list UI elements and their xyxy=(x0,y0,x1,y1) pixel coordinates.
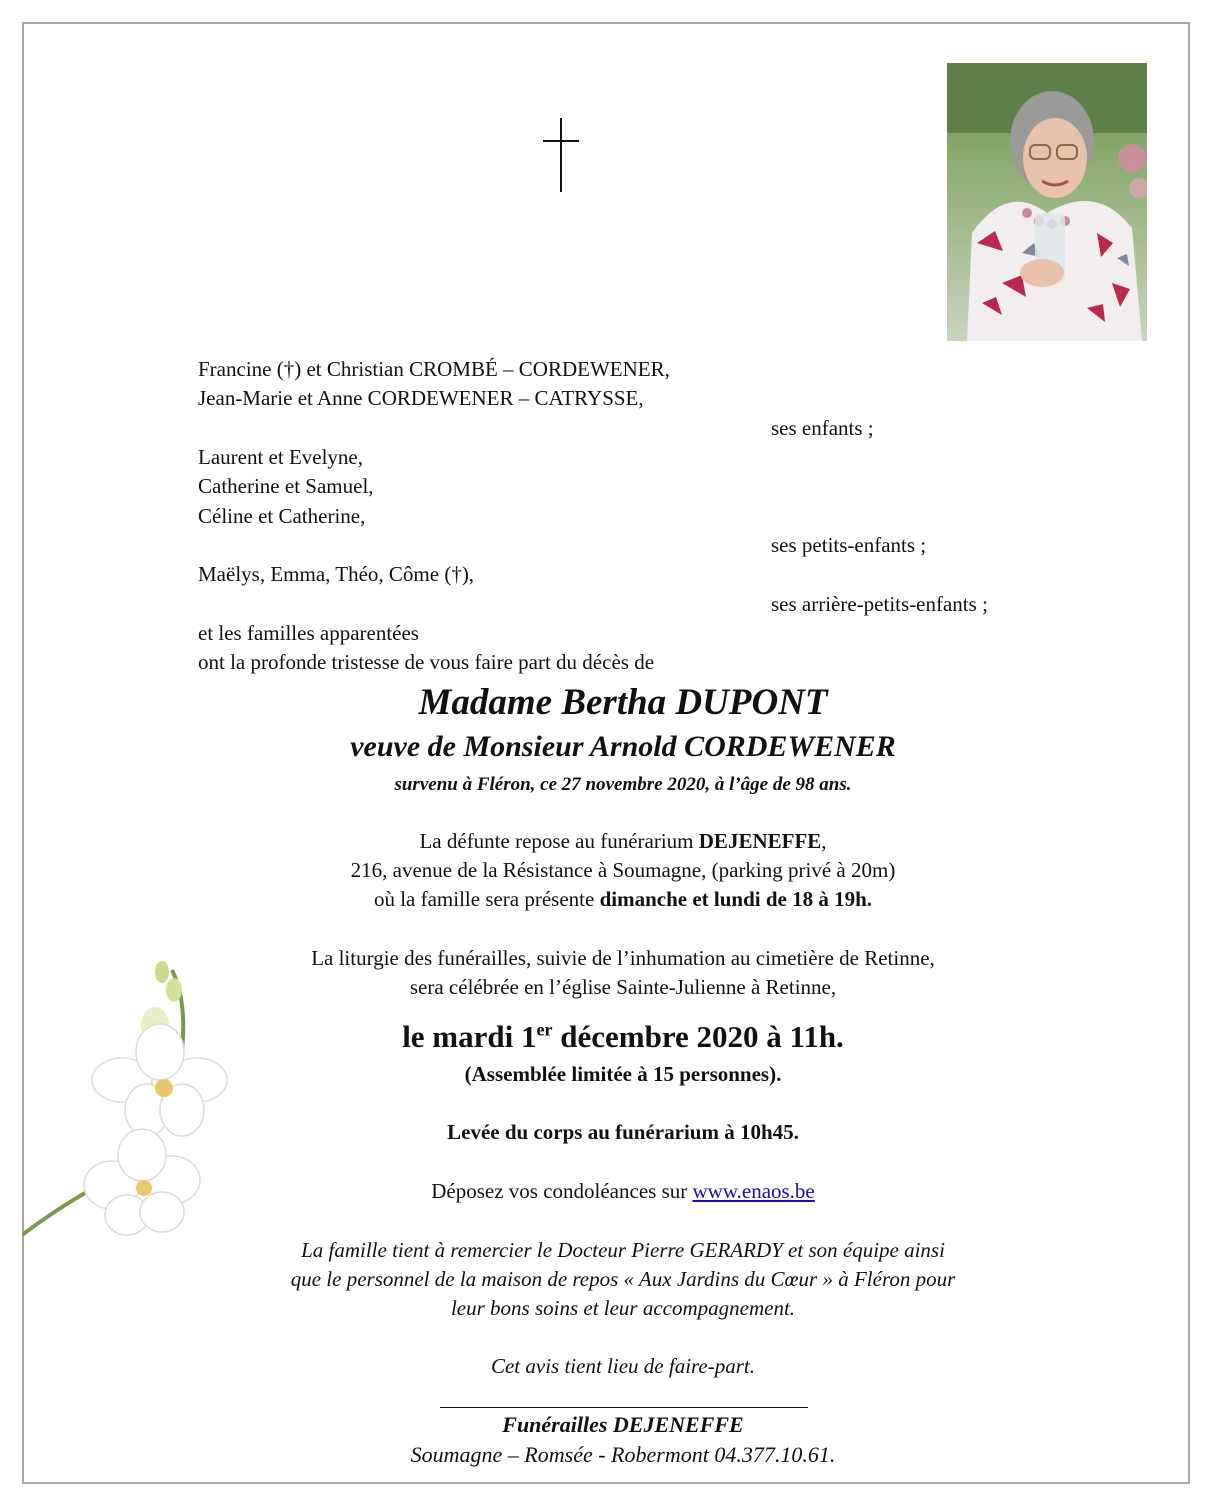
thanks-line-3: leur bons soins et leur accompagnement. xyxy=(450,1296,796,1320)
ceremony-line-2: sera célébrée en l’église Sainte-Julienne à Retinne, xyxy=(409,975,837,999)
children-line-1: Francine (†) et Christian CROMBÉ – CORDEWENER, xyxy=(198,357,670,381)
cross-icon xyxy=(543,118,579,192)
attendance-limit: (Assemblée limitée à 15 personnes). xyxy=(464,1062,782,1086)
ceremony-date: le mardi 1er décembre 2020 à 11h. xyxy=(402,1019,844,1054)
grandchildren-role: ses petits-enfants ; xyxy=(771,533,927,557)
grandchildren-line-2: Catherine et Samuel, xyxy=(198,474,374,498)
children-line-2: Jean-Marie et Anne CORDEWENER – CATRYSSE, xyxy=(198,386,644,410)
visitation-address: 216, avenue de la Résistance à Soumagne, (parking privé à 20m) xyxy=(350,858,896,882)
portrait-photo xyxy=(947,63,1147,341)
levee-du-corps: Levée du corps au funérarium à 10h45. xyxy=(447,1120,799,1144)
visitation-hours: où la famille sera présente dimanche et lundi de 18 à 19h. xyxy=(373,887,873,911)
funeral-contact: Soumagne – Romsée - Robermont 04.377.10.61. xyxy=(410,1442,836,1467)
funeral-company: Funérailles DEJENEFFE xyxy=(502,1412,744,1437)
children-role: ses enfants ; xyxy=(771,416,874,440)
great-grandchildren-line: Maëlys, Emma, Théo, Côme (†), xyxy=(198,562,475,586)
grandchildren-line-3: Céline et Catherine, xyxy=(198,504,366,528)
deceased-name: Madame Bertha DUPONT xyxy=(418,682,828,723)
grandchildren-line-1: Laurent et Evelyne, xyxy=(198,445,364,469)
notice-line: Cet avis tient lieu de faire-part. xyxy=(490,1354,755,1378)
visitation-line-1: La défunte repose au funérarium DEJENEFFE, xyxy=(419,829,827,853)
thanks-line-1: La famille tient à remercier le Docteur Pierre GERARDY et son équipe ainsi xyxy=(301,1238,945,1262)
ceremony-line-1: La liturgie des funérailles, suivie de l’inhumation au cimetière de Retinne, xyxy=(311,946,935,970)
footer-divider xyxy=(440,1407,808,1408)
condolences-line: Déposez vos condoléances sur www.enaos.be xyxy=(431,1179,815,1203)
widow-of: veuve de Monsieur Arnold CORDEWENER xyxy=(350,730,896,763)
relatives-line: et les familles apparentées xyxy=(198,621,419,645)
condolences-link[interactable]: www.enaos.be xyxy=(692,1179,815,1203)
thanks-line-2: que le personnel de la maison de repos « Aux Jardins du Cœur » à Fléron pour xyxy=(290,1267,956,1291)
announcement-line: ont la profonde tristesse de vous faire part du décès de xyxy=(198,650,655,674)
death-details: survenu à Fléron, ce 27 novembre 2020, à l’âge de 98 ans. xyxy=(394,774,852,795)
great-grandchildren-role: ses arrière-petits-enfants ; xyxy=(771,592,988,616)
orchid-icon xyxy=(22,960,262,1240)
